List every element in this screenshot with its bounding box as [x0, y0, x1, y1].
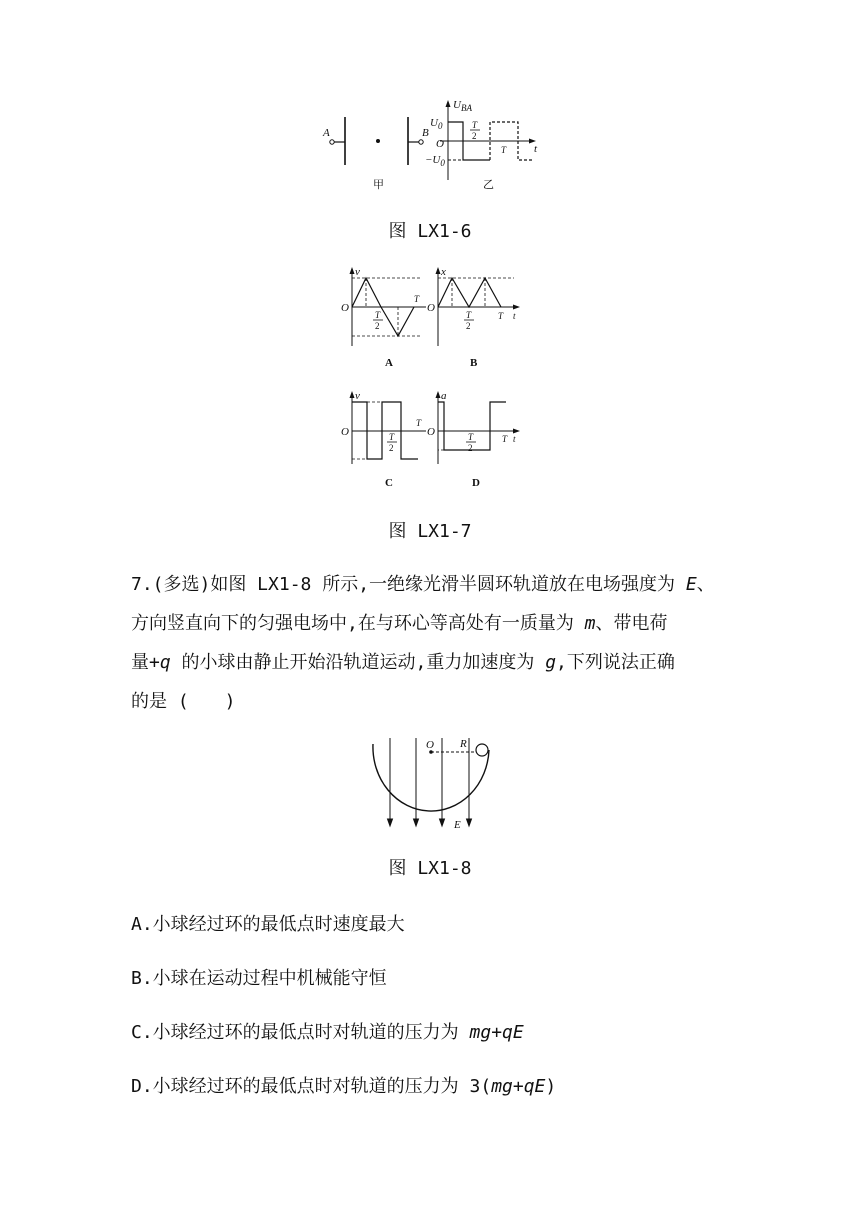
figure-caption-lx1-7: 图 LX1-7: [388, 521, 472, 542]
graph-b-t-axis: t: [513, 311, 516, 321]
figure-lx1-7-svg: [338, 264, 534, 492]
figure-lx1-6-svg: [318, 96, 548, 196]
option-b[interactable]: B.小球在运动过程中机械能守恒: [131, 968, 387, 989]
graph-d: [427, 390, 520, 489]
half-period-den: 2: [472, 131, 477, 141]
graph-b-half-num: T: [466, 310, 472, 320]
graph-d-y-label: a: [441, 390, 447, 402]
graph-d-label: D: [472, 477, 480, 489]
figure-lx1-8-svg: [370, 736, 500, 832]
period-label: T: [501, 145, 507, 155]
field-label: E: [454, 819, 461, 831]
capacitor-diagram: [322, 117, 429, 191]
neg-u0-label: $-U_0$: [425, 154, 445, 168]
graph-d-origin: O: [427, 426, 435, 438]
graph-a-half-den: 2: [375, 321, 380, 331]
graph-b-half-den: 2: [466, 321, 471, 331]
graph-a-period: T: [414, 294, 420, 304]
half-period-num: T: [472, 120, 478, 130]
graph-c-label: C: [385, 477, 393, 489]
figure-lx1-7: [338, 264, 534, 492]
figure-lx1-8: [370, 736, 500, 832]
question-line-3: 量+q 的小球由静止开始沿轨道运动,重力加速度为 g,下列说法正确: [131, 652, 675, 673]
graph-b-period: T: [498, 311, 504, 321]
center-label: O: [426, 739, 434, 751]
origin-label: O: [436, 138, 444, 150]
question-7: [131, 565, 731, 721]
graph-a-origin: O: [341, 302, 349, 314]
t-axis-label: t: [534, 143, 538, 155]
graph-b-origin: O: [427, 302, 435, 314]
voltage-graph: [425, 99, 538, 191]
question-line-4: 的是 ( ): [131, 691, 236, 712]
graph-b-y-label: x: [441, 266, 446, 278]
y-axis-label: $U_{BA}$: [453, 99, 472, 113]
figure-caption-lx1-6: 图 LX1-6: [388, 221, 472, 242]
graph-a-y-label: v: [355, 266, 360, 278]
graph-a-label: A: [385, 357, 393, 369]
u0-label: $U_0$: [430, 117, 443, 131]
option-a[interactable]: A.小球经过环的最低点时速度最大: [131, 914, 405, 935]
graph-a-half-num: T: [375, 310, 381, 320]
graph-c-origin: O: [341, 426, 349, 438]
option-c[interactable]: C.小球经过环的最低点时对轨道的压力为 mg+qE: [131, 1022, 524, 1043]
jia-label: 甲: [373, 179, 384, 191]
yi-label: 乙: [483, 179, 494, 191]
plate-a-label: A: [323, 127, 330, 139]
question-line-1: 7.(多选)如图 LX1-8 所示,一绝缘光滑半圆环轨道放在电场强度为 E、: [131, 574, 715, 595]
graph-c-half-num: T: [389, 432, 395, 442]
question-line-2: 方向竖直向下的匀强电场中,在与环心等高处有一质量为 m、带电荷: [131, 613, 668, 634]
charged-ball: [476, 744, 488, 756]
graph-d-period: T: [502, 434, 508, 444]
graph-d-half-num: T: [468, 432, 474, 442]
graph-d-half-den: 2: [468, 443, 473, 453]
graph-c: [341, 390, 426, 489]
graph-b-label: B: [470, 357, 478, 369]
figure-caption-lx1-8: 图 LX1-8: [388, 858, 472, 879]
graph-a: [341, 266, 426, 369]
plate-b-label: B: [422, 127, 429, 139]
option-d[interactable]: D.小球经过环的最低点时对轨道的压力为 3(mg+qE): [131, 1076, 557, 1097]
graph-b: [427, 266, 520, 369]
radius-label: R: [460, 738, 467, 750]
graph-d-t-axis: t: [513, 434, 516, 444]
figure-lx1-6: [318, 96, 548, 196]
graph-c-y-label: v: [355, 390, 360, 402]
graph-c-period: T: [416, 418, 422, 428]
graph-c-half-den: 2: [389, 443, 394, 453]
